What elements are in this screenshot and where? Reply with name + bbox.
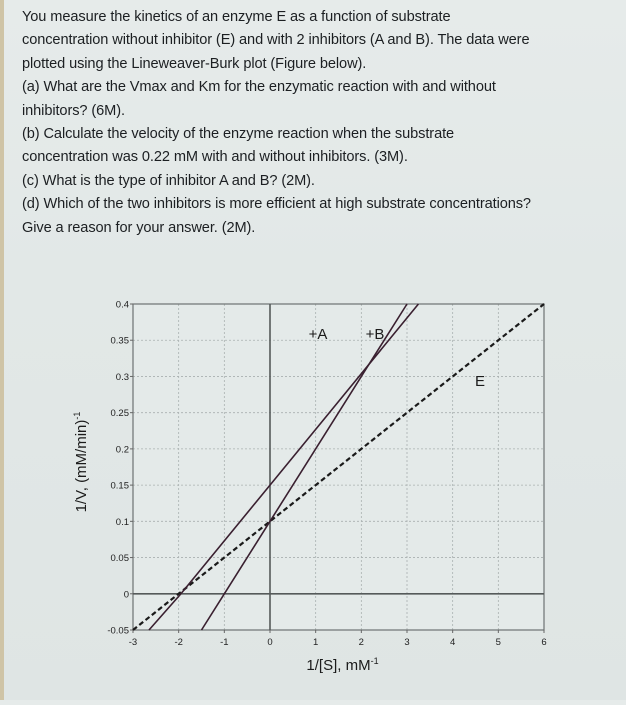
x-tick-label: -1 [220, 637, 229, 648]
x-tick-label: -2 [174, 637, 183, 648]
series-label: +B [365, 325, 385, 343]
x-tick-label: 2 [358, 637, 364, 648]
question-line-intro-2: concentration without inhibitor (E) and with 2 inhibitors (A and B). The data were [22, 32, 530, 49]
y-tick-label: 0.1 [115, 516, 129, 528]
y-tick-label: 0.3 [115, 371, 129, 383]
y-tick-label: 0.35 [110, 335, 129, 347]
x-tick-label: 4 [450, 637, 456, 648]
lineweaver-burk-chart [0, 280, 626, 700]
x-axis-label: 1/[S], $mM^{-1}$ [306, 656, 379, 674]
y-tick-label: -0.05 [107, 625, 129, 637]
series-label: E [475, 373, 486, 391]
y-axis-label-superscript: -1 [72, 411, 82, 420]
y-tick-label: 0.2 [115, 444, 129, 456]
question-part-d: (d) Which of the two inhibitors is more efficient at high substrate concentrations? [22, 196, 531, 213]
y-tick-label: 0.4 [115, 299, 129, 311]
y-axis-label: 1/V, $(mM/\min)^{-1}$ [72, 411, 90, 513]
x-tick-label: 0 [267, 637, 273, 648]
question-part-a: (a) What are the Vmax and Km for the enzymatic reaction with and without [22, 79, 496, 96]
question-part-d-cont: Give a reason for your answer. (2M). [22, 219, 256, 236]
question-line-intro-3: plotted using the Lineweaver-Burk plot (Figure below). [22, 55, 367, 72]
chart-svg [0, 280, 626, 700]
x-tick-label: 3 [404, 637, 410, 648]
x-tick-label: 5 [495, 637, 501, 648]
x-tick-label: 6 [541, 637, 547, 648]
y-tick-label: 0.05 [110, 553, 129, 565]
x-axis-label-superscript: -1 [370, 656, 379, 666]
x-tick-label: -3 [128, 637, 138, 648]
y-tick-label: 0.15 [110, 480, 129, 492]
question-part-b-cont: concentration was 0.22 mM with and without inhibitors. (3M). [22, 149, 408, 166]
plot-area [133, 304, 544, 630]
series-label: +A [308, 325, 328, 343]
question-line-intro-1: You measure the kinetics of an enzyme E as a function of substrate [22, 9, 451, 25]
question-part-c: (c) What is the type of inhibitor A and B? (2M). [22, 172, 315, 189]
y-tick-label: 0 [123, 589, 129, 601]
grid-lines [133, 304, 544, 630]
x-tick-label: 1 [313, 637, 319, 648]
question-text [22, 6, 622, 240]
y-tick-label: 0.25 [110, 408, 129, 420]
question-part-b: (b) Calculate the velocity of the enzyme reaction when the substrate [22, 126, 455, 143]
question-part-a-cont: inhibitors? (6M). [22, 102, 125, 119]
